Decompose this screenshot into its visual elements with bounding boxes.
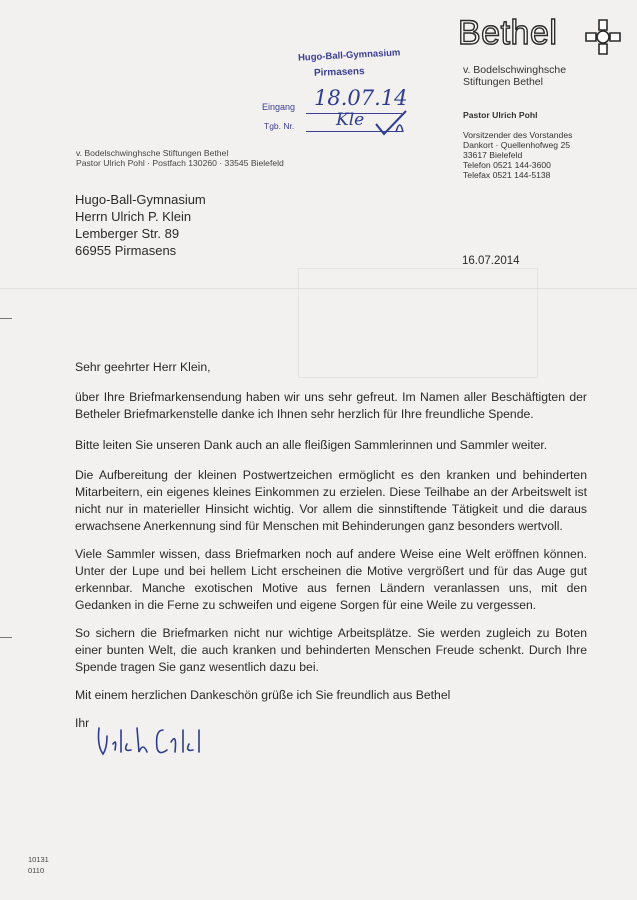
sender-org-line1: v. Bodelschwinghsche: [463, 64, 567, 76]
sender-pastor: Pastor Ulrich Pohl: [463, 110, 538, 120]
stamp-tgb-label: Tgb. Nr.: [264, 121, 295, 131]
salutation: Sehr geehrter Herr Klein,: [75, 360, 211, 374]
sender-contact: [463, 130, 572, 180]
stamp-eingang-date: 18.07.14: [314, 86, 408, 110]
return-address-line1: v. Bodelschwinghsche Stiftungen Bethel: [76, 148, 229, 158]
recipient-address: [75, 191, 206, 259]
handwritten-checkmark-icon: [372, 108, 412, 138]
paragraph: Viele Sammler wissen, dass Briefmarken noch auf andere Weise eine Welt eröffnen können. Unter der Lupe und bei hellem Licht erscheinen die Motive vergrößert und für das Auge gut erkennbar. Manche exotischen Motive aus fernen Ländern veranlassen uns, mit den Gedanken in die Ferne zu schweifen und eigene Sorgen für eine Weile zu vergessen.: [75, 547, 587, 612]
sender-city: 33617 Bielefeld: [463, 150, 523, 160]
paragraph: über Ihre Briefmarkensendung haben wir uns sehr gefreut. Im Namen aller Beschäftigten der Betheler Briefmarkenstelle danke ich Ihnen sehr herzlich für Ihre freundliche Spende.: [75, 390, 587, 421]
closing-line: Mit einem herzlichen Dankeschön grüße ich Sie freundlich aus Bethel: [75, 688, 451, 702]
show-through-table: [298, 268, 538, 378]
return-address: [76, 148, 284, 168]
logo-wordmark: Bethel: [458, 14, 558, 52]
sender-org-line2: Stiftungen Bethel: [463, 76, 543, 88]
stamp-school-city: Pirmasens: [313, 66, 365, 79]
sender-organization: [463, 64, 566, 88]
recipient-line4: 66955 Pirmasens: [75, 243, 177, 258]
paragraph: Bitte leiten Sie unseren Dank auch an alle fleißigen Sammlerinnen und Sammler weiter.: [75, 438, 548, 452]
recipient-line3: Lemberger Str. 89: [75, 226, 180, 241]
stamp-school-name: Hugo-Ball-Gymnasium: [297, 47, 401, 64]
sender-phone: Telefon 0521 144-3600: [463, 160, 551, 170]
bethel-logo: [458, 14, 626, 60]
paragraph: So sichern die Briefmarken nicht nur wichtige Arbeitsplätze. Sie werden zugleich zu Boten einer bunten Welt, die auch kranken und behinderten Menschen Freude schenkt. Durch Ihre Spende tragen Sie ganz wesentlich dazu bei.: [75, 626, 587, 674]
sender-street: Dankort · Quellenhofweg 25: [463, 140, 571, 150]
complimentary-close: Ihr: [75, 716, 90, 730]
sender-fax: Telefax 0521 144-5138: [463, 170, 551, 180]
stamp-eingang-label: Eingang: [262, 102, 296, 112]
paragraph: Die Aufbereitung der kleinen Postwertzeichen ermöglicht es den kranken und behinderten Mitarbeitern, ein eigenes kleines Einkommen zu erzielen. Diese Teilhabe an der Arbeitswelt ist nicht nur in materieller Hinsicht wichtig. Vor allem die sinnstiftende Tätigkeit und die daraus erwachsene Anerkennung sind für Menschen mit Behinderungen ganz besonders wertvoll.: [75, 468, 587, 533]
fold-mark: [0, 318, 12, 319]
punch-mark: [0, 637, 12, 638]
recipient-line2: Herrn Ulrich P. Klein: [75, 209, 192, 224]
handwritten-signature: [93, 722, 223, 766]
recipient-line1: Hugo-Ball-Gymnasium: [75, 192, 206, 207]
sender-role: Vorsitzender des Vorstandes: [463, 130, 573, 140]
return-address-line2: Pastor Ulrich Pohl · Postfach 130260 · 33545 Bielefeld: [76, 158, 284, 168]
footer-code: 10131: [28, 855, 49, 864]
stamp-tgb-value: Kle: [336, 110, 365, 130]
bethel-cross-logo-icon: [584, 18, 622, 56]
letter-date: 16.07.2014: [462, 255, 520, 267]
footer-code: 0110: [28, 866, 45, 875]
